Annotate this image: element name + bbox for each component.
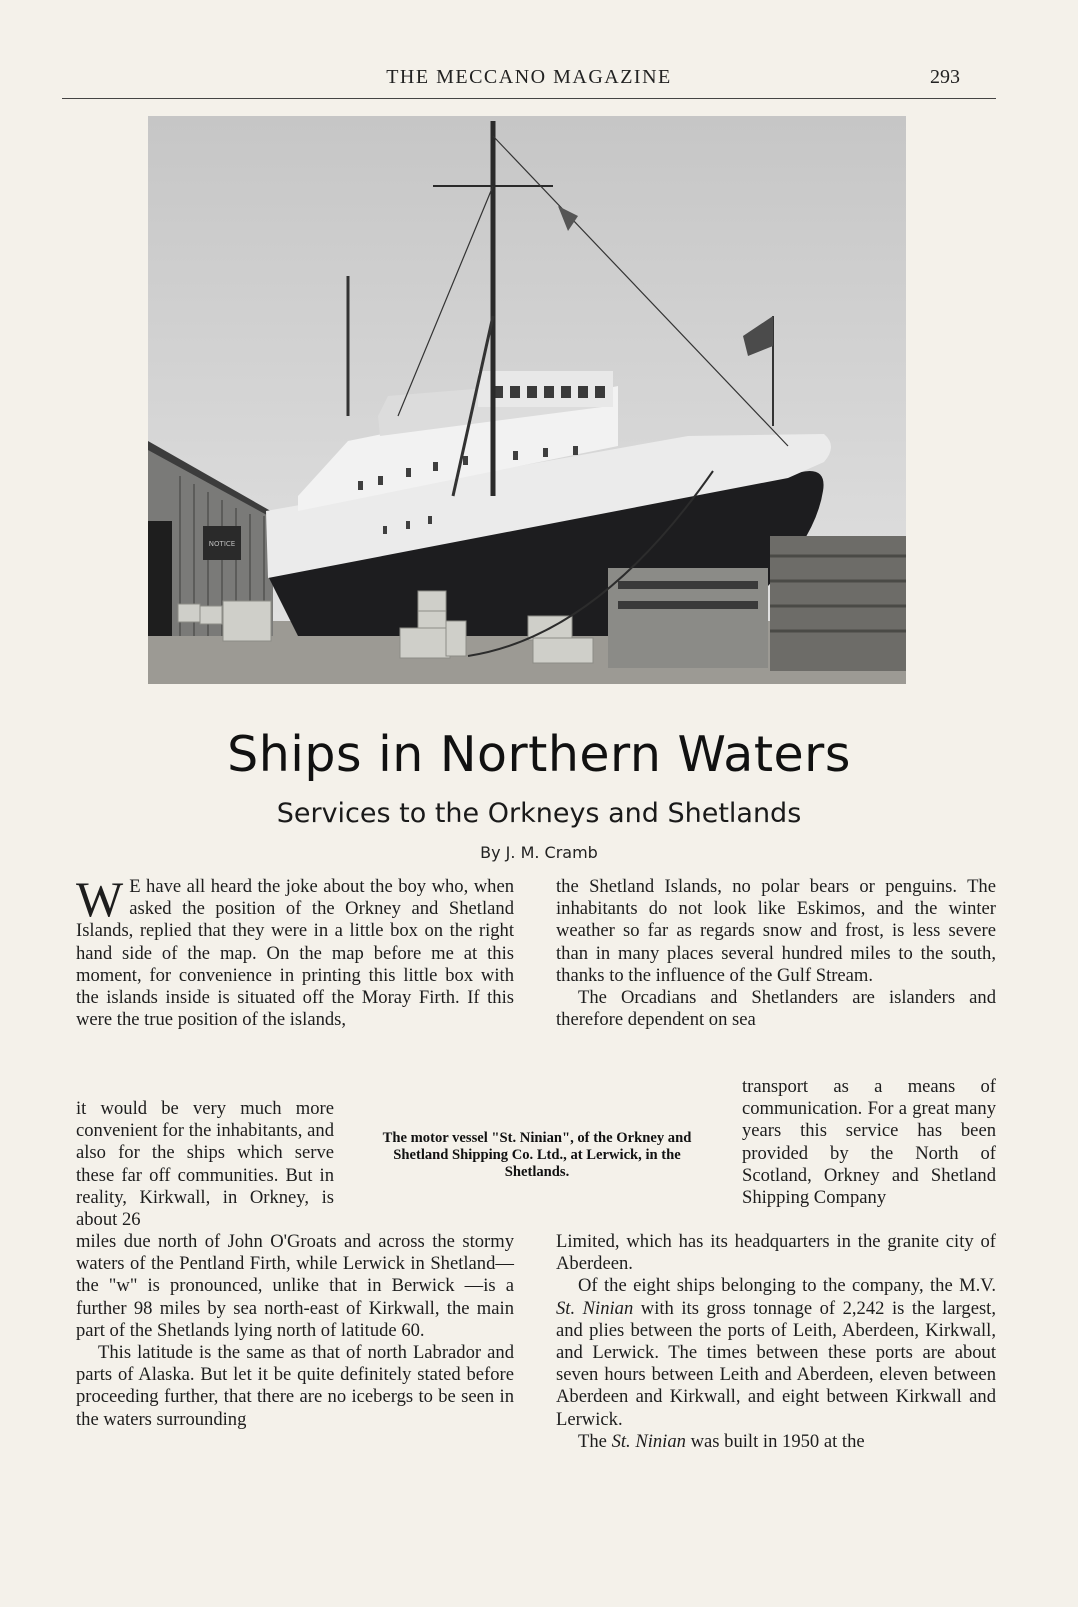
right-column-top [556, 876, 996, 1031]
shed-door [148, 521, 172, 636]
ship-illustration [148, 116, 906, 684]
right-column-bottom [556, 1231, 996, 1453]
shed-sign-text: NOTICE [208, 540, 236, 548]
magazine-title: THE MECCANO MAGAZINE [386, 66, 672, 88]
right-paragraph-4: The St. Ninian was built in 1950 at the [578, 1430, 865, 1452]
drop-cap: W [76, 871, 124, 927]
right-paragraph-3: Of the eight ships belonging to the company, the M.V. St. Ninian with its gross tonnage of 2,242 is the largest, and plies between the ports of Leith, Aberdeen, Kirkwall, and Lerwick. The times between these ports are about seven hours between Leith and Aberdeen, eleven between Aberdeen and Kirkwall, and eight between Kirkwall and Lerwick. [556, 1275, 996, 1430]
right-paragraph-2-top: The Orcadians and Shetlanders are islanders and therefore dependent on sea [556, 987, 996, 1031]
left-column-narrow [76, 1098, 334, 1231]
left-paragraph-2: This latitude is the same as that of north Labrador and parts of Alaska. But let it be quite definitely stated before proceeding further, that there are no icebergs to be seen in the waters surrounding [76, 1342, 514, 1430]
right-paragraph-2-bottom: Limited, which has its headquarters in the granite city of Aberdeen. [556, 1231, 996, 1275]
photo-caption: The motor vessel "St. Ninian", of the Orkney and Shetland Shipping Co. Ltd., at Lerwick, in the Shetlands. [382, 1130, 692, 1180]
left-paragraph-1-narrow: it would be very much more convenient for the inhabitants, and also for the ships which serve these far off communities. But in reality, Kirkwall, in Orkney, is about 26 [76, 1098, 334, 1231]
left-paragraph-1-bottom: miles due north of John O'Groats and across the stormy waters of the Pentland Firth, while Lerwick in Shetland—the "w" is pronounced, unlike that in Berwick —is a further 98 miles by sea north-east of Kirkwall, the main part of the Shetlands lying north of latitude 60. [76, 1231, 514, 1341]
left-column-top [76, 871, 514, 1031]
right-paragraph-2-narrow: transport as a means of communication. For a great many years this service has been provided by the North of Scotland, Orkney and Shetland Shipping Company [742, 1076, 996, 1209]
byline: By J. M. Cramb [480, 843, 598, 862]
ship-name: St. Ninian [556, 1297, 634, 1319]
left-column-bottom [76, 1231, 514, 1431]
page-number: 293 [930, 66, 960, 88]
running-header [62, 62, 996, 99]
right-column-narrow [742, 1076, 996, 1209]
left-paragraph-1-top: E have all heard the joke about the boy who, when asked the position of the Orkney and Shetland Islands, replied that they were in a little box on the right hand side of the map. On the map before me at this moment, for convenience in printing this little box with the islands inside is situated off the Moray Firth. If this were the true position of the islands, [76, 876, 514, 1031]
right-paragraph-1: the Shetland Islands, no polar bears or penguins. The inhabitants do not look like Eskimos, and the winter weather so far as regards snow and frost, is less severe than in many places several hundred miles to the south, thanks to the influence of the Gulf Stream. [556, 876, 996, 986]
article-title: Ships in Northern Waters [227, 726, 851, 783]
ship-photo [148, 116, 906, 684]
article-subtitle: Services to the Orkneys and Shetlands [276, 798, 802, 829]
ship-name: St. Ninian [611, 1430, 686, 1452]
